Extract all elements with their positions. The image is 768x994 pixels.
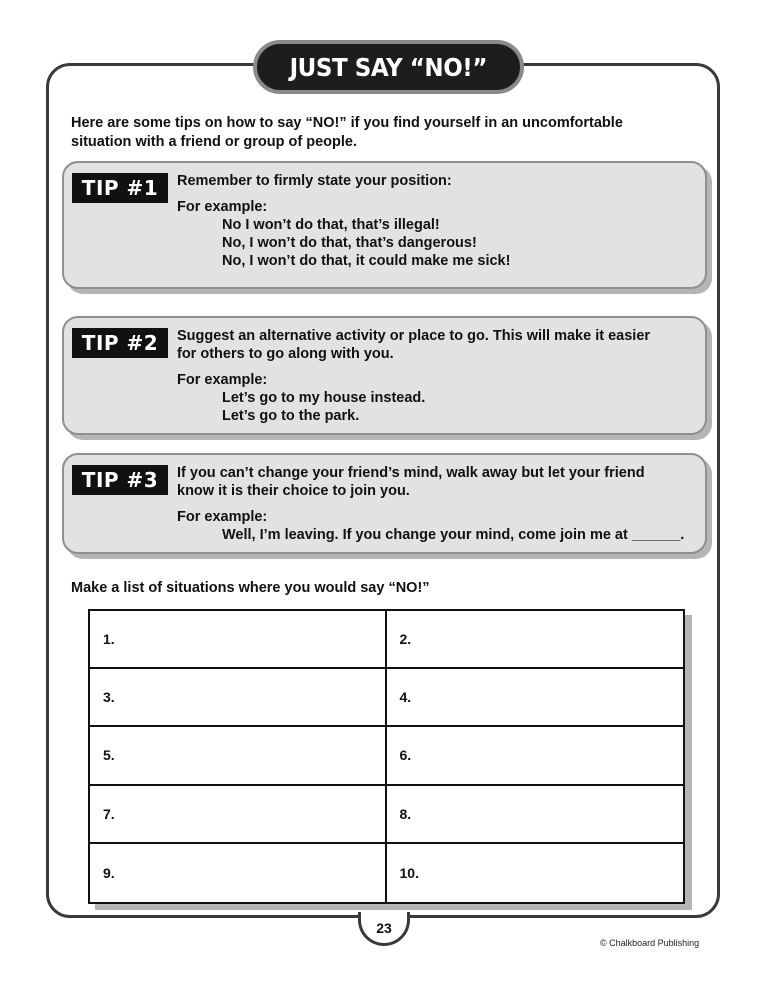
tip-card-2: [62, 316, 707, 435]
intro-text: [71, 114, 671, 152]
list-cell[interactable]: 3.: [90, 669, 387, 727]
tip-card-1: [62, 161, 707, 289]
example-line: No, I won’t do that, it could make me sick!: [222, 253, 511, 269]
list-cell[interactable]: 4.: [387, 669, 684, 727]
example-line: Well, I’m leaving. If you change your mind, come join me at ______.: [222, 527, 685, 543]
tip-card-3: [62, 453, 707, 554]
list-cell[interactable]: 9.: [90, 844, 387, 902]
list-cell[interactable]: 5.: [90, 727, 387, 785]
tip-text-line: Suggest an alternative activity or place to go. This will make it easier: [177, 328, 651, 344]
copyright-notice: © Chalkboard Publishing: [600, 938, 700, 948]
situations-table: [88, 609, 685, 904]
tip-text-line: Remember to firmly state your position:: [177, 173, 452, 189]
list-cell[interactable]: 1.: [90, 611, 387, 669]
intro-line: Here are some tips on how to say “NO!” if you find yourself in an uncomfortable: [71, 115, 623, 131]
tip-label: TIP #3: [72, 465, 168, 495]
list-cell[interactable]: 8.: [387, 786, 684, 844]
example-heading: For example:: [177, 199, 268, 215]
page-title-banner: [253, 40, 524, 94]
example-heading: For example:: [177, 372, 268, 388]
list-cell[interactable]: 10.: [399, 864, 419, 881]
list-cell[interactable]: 2.: [387, 611, 684, 669]
tip-body: [177, 464, 699, 544]
list-cell[interactable]: 7.: [90, 786, 387, 844]
example-line: Let’s go to my house instead.: [222, 390, 426, 406]
tip-text-line: If you can’t change your friend’s mind, walk away but let your friend: [177, 465, 645, 481]
tip-label: TIP #2: [72, 328, 168, 358]
tip-label: TIP #1: [72, 173, 168, 203]
tip-text-line: for others to go along with you.: [177, 346, 394, 362]
tip-text-line: know it is their choice to join you.: [177, 483, 410, 499]
list-prompt: Make a list of situations where you would say “NO!”: [71, 580, 430, 596]
page-number: 23: [358, 912, 410, 946]
page-title: JUST SAY “NO!”: [289, 52, 488, 82]
example-line: No I won’t do that, that’s illegal!: [222, 217, 440, 233]
intro-line: situation with a friend or group of people.: [71, 134, 357, 150]
list-cell[interactable]: 6.: [387, 727, 684, 785]
example-heading: For example:: [177, 509, 268, 525]
tip-body: [177, 327, 699, 425]
example-line: No, I won’t do that, that’s dangerous!: [222, 235, 477, 251]
tip-body: [177, 172, 699, 270]
example-line: Let’s go to the park.: [222, 408, 360, 424]
